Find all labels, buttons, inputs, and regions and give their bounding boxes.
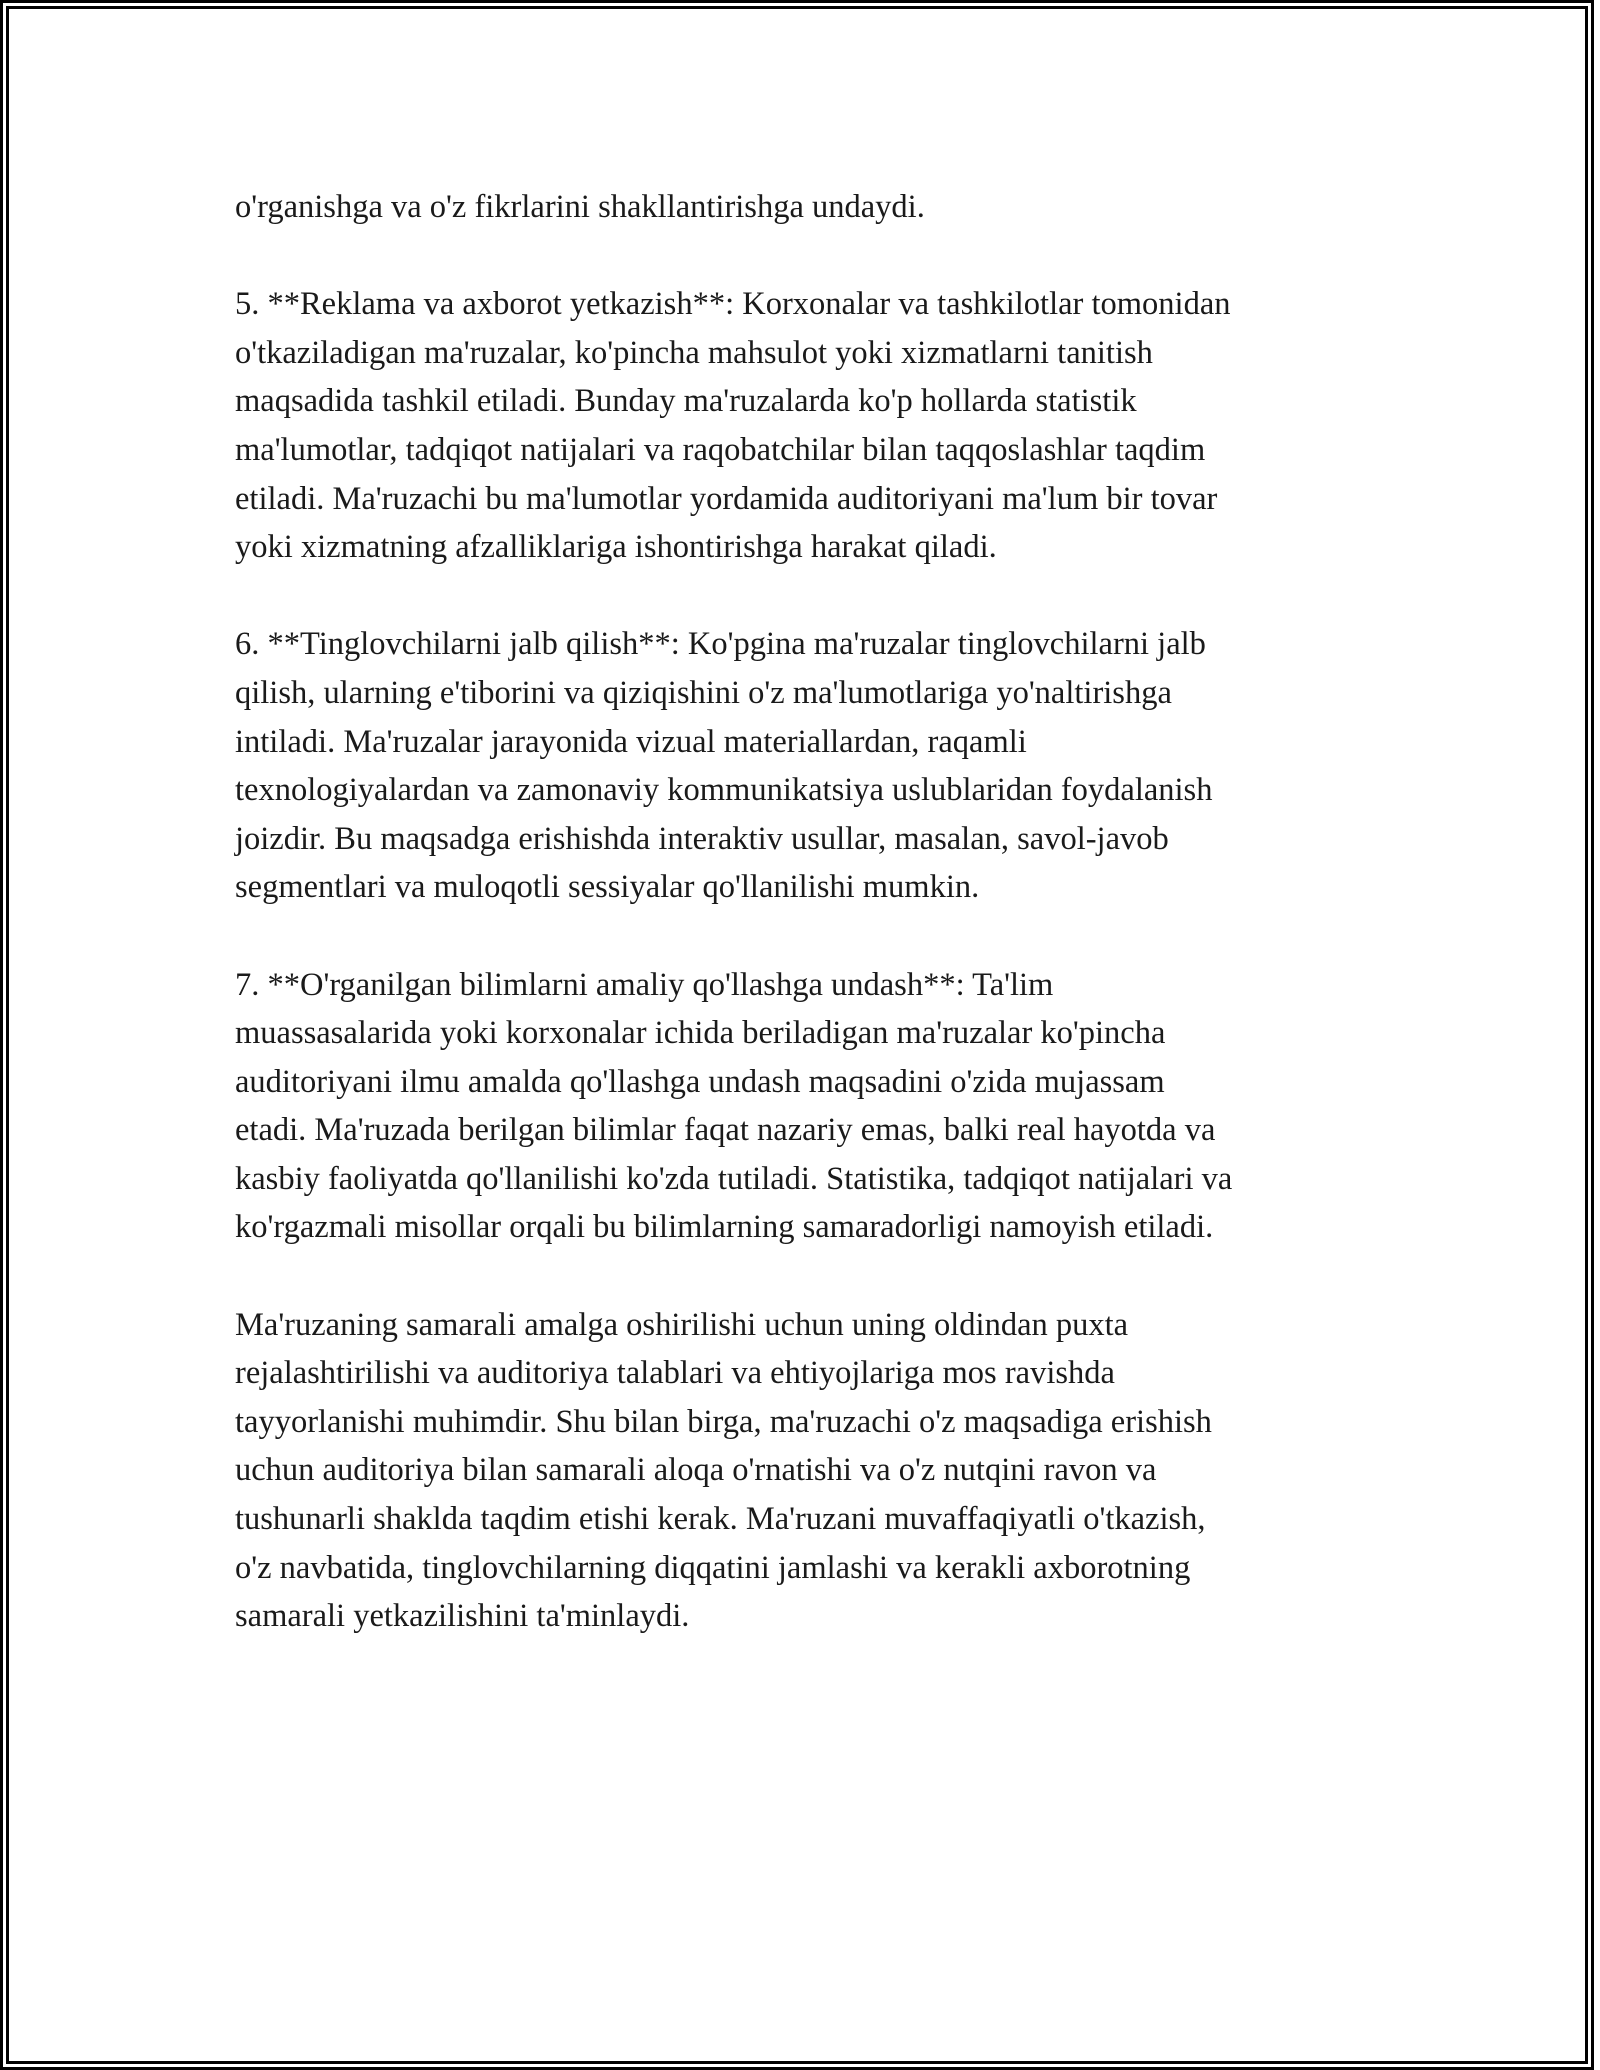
text-line: 5. **Reklama va axborot yetkazish**: Korxonalar va tashkilotlar tomonidan [235, 286, 1231, 323]
text-line: 6. **Tinglovchilarni jalb qilish**: Ko'pgina ma'ruzalar tinglovchilarni jalb [235, 626, 1206, 663]
text-line: tushunarli shaklda taqdim etishi kerak. Ma'ruzani muvaffaqiyatli o'tkazish, [235, 1501, 1206, 1538]
paragraph-item-5 [235, 280, 1395, 572]
text-line: ko'rgazmali misollar orqali bu bilimlarning samaradorligi namoyish etiladi. [235, 1209, 1214, 1246]
text-line: samarali yetkazilishini ta'minlaydi. [235, 1598, 690, 1635]
text-line: rejalashtirilishi va auditoriya talablari va ehtiyojlariga mos ravishda [235, 1355, 1115, 1392]
text-line: joizdir. Bu maqsadga erishishda interaktiv usullar, masalan, savol-javob [235, 820, 1169, 857]
text-line: auditoriyani ilmu amalda qo'llashga undash maqsadini o'zida mujassam [235, 1063, 1165, 1100]
text-line: uchun auditoriya bilan samarali aloqa o'rnatishi va o'z nutqini ravon va [235, 1452, 1157, 1489]
text-line: etadi. Ma'ruzada berilgan bilimlar faqat nazariy emas, balki real hayotda va [235, 1112, 1216, 1149]
text-line: maqsadida tashkil etiladi. Bunday ma'ruzalarda ko'p hollarda statistik [235, 383, 1137, 420]
document-body [235, 183, 1395, 1689]
text-line: intiladi. Ma'ruzalar jarayonida vizual materiallardan, raqamli [235, 723, 1027, 760]
text-line: etiladi. Ma'ruzachi bu ma'lumotlar yordamida auditoriyani ma'lum bir tovar [235, 480, 1218, 517]
text-line: texnologiyalardan va zamonaviy kommunikatsiya uslublaridan foydalanish [235, 772, 1213, 809]
text-line: 7. **O'rganilgan bilimlarni amaliy qo'llashga undash**: Ta'lim [235, 966, 1054, 1003]
text-line: segmentlari va muloqotli sessiyalar qo'llanilishi mumkin. [235, 869, 980, 906]
text-line: kasbiy faoliyatda qo'llanilishi ko'zda tutiladi. Statistika, tadqiqot natijalari va [235, 1160, 1233, 1197]
paragraph-item-6 [235, 620, 1395, 912]
text-line: Ma'ruzaning samarali amalga oshirilishi uchun uning oldindan puxta [235, 1306, 1129, 1343]
text-line: yoki xizmatning afzalliklariga ishontirishga harakat qiladi. [235, 529, 997, 566]
text-line: o'rganishga va o'z fikrlarini shakllantirishga undaydi. [235, 189, 925, 225]
paragraph-continuation [235, 183, 1395, 232]
text-line: o'z navbatida, tinglovchilarning diqqatini jamlashi va kerakli axborotning [235, 1549, 1191, 1586]
text-line: muassasalarida yoki korxonalar ichida beriladigan ma'ruzalar ko'pincha [235, 1015, 1166, 1052]
text-line: ma'lumotlar, tadqiqot natijalari va raqobatchilar bilan taqqoslashlar taqdim [235, 431, 1206, 468]
paragraph-conclusion [235, 1301, 1395, 1641]
text-line: tayyorlanishi muhimdir. Shu bilan birga, ma'ruzachi o'z maqsadiga erishish [235, 1403, 1212, 1440]
text-line: o'tkaziladigan ma'ruzalar, ko'pincha mahsulot yoki xizmatlarni tanitish [235, 334, 1153, 371]
text-line: qilish, ularning e'tiborini va qiziqishini o'z ma'lumotlariga yo'naltirishga [235, 674, 1172, 711]
paragraph-item-7 [235, 961, 1395, 1253]
